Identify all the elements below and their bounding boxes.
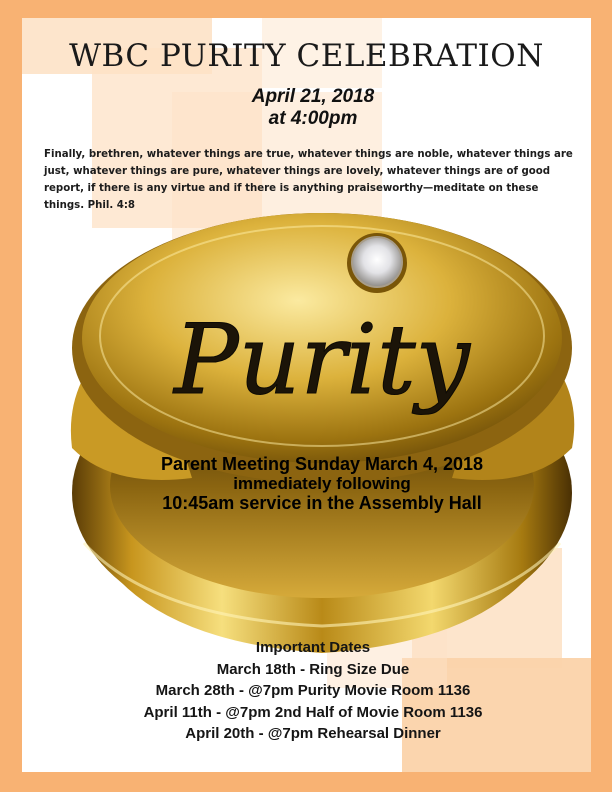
flyer-page bbox=[22, 18, 591, 772]
page-title: WBC PURITY CELEBRATION bbox=[69, 38, 544, 74]
date-item: April 20th - @7pm Rehearsal Dinner bbox=[185, 725, 441, 742]
date-item: March 18th - Ring Size Due bbox=[216, 660, 410, 678]
parent-meeting-notice bbox=[52, 454, 591, 515]
important-dates-heading: Important Dates bbox=[255, 639, 371, 656]
event-date bbox=[22, 86, 591, 130]
event-date-line: April 21, 2018 bbox=[251, 86, 375, 107]
purity-ring-image bbox=[32, 148, 591, 668]
meeting-line: Parent Meeting Sunday March 4, 2018 bbox=[160, 454, 484, 474]
meeting-line: 10:45am service in the Assembly Hall bbox=[162, 493, 482, 513]
meeting-line: immediately following bbox=[233, 474, 411, 493]
ring-engraving-text: Purity bbox=[174, 304, 470, 416]
scripture-verse: Finally, brethren, whatever things are true, whatever things are noble, whatever things are just, whatever things are pure, whatever things are lovely, whatever things are of good report, if there is any virtue and if there is anything praiseworthy—meditate on these things. Phil. 4:8 bbox=[44, 149, 573, 211]
important-dates bbox=[22, 637, 591, 745]
event-time-line: at 4:00pm bbox=[268, 108, 358, 129]
date-item: March 28th - @7pm Purity Movie Room 1136 bbox=[155, 682, 471, 699]
date-item: April 11th - @7pm 2nd Half of Movie Room 1136 bbox=[143, 703, 483, 721]
